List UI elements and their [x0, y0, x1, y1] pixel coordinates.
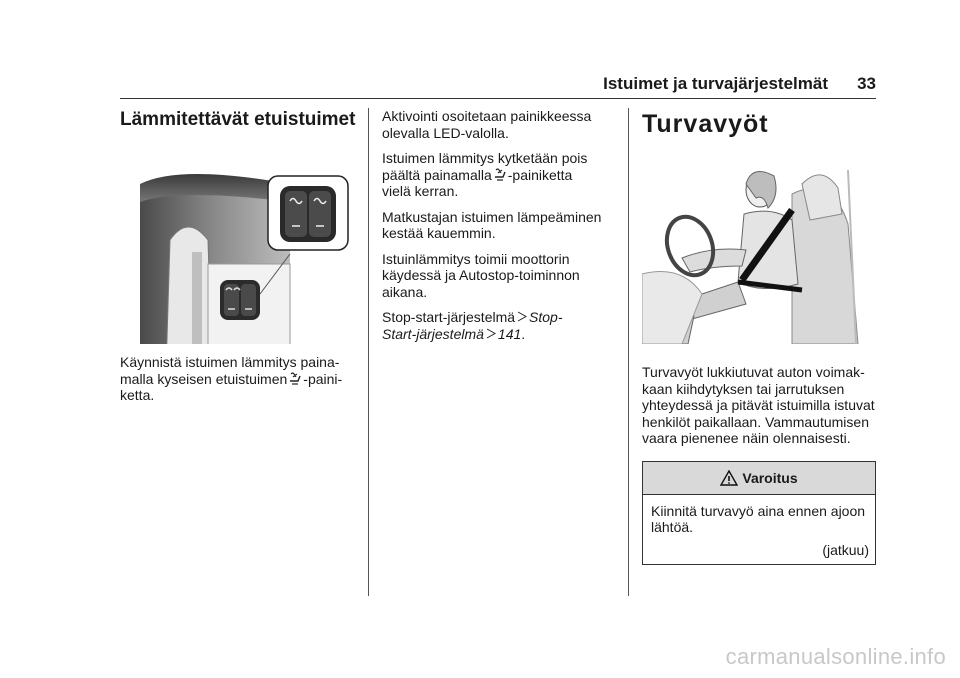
- column-1: [120, 108, 360, 413]
- col1-text-a: Käynnistä istuimen lämmitys paina-: [120, 354, 340, 370]
- col2-p2-b: päältä painamalla: [382, 166, 492, 183]
- xref-stop-start-link-cont[interactable]: Start-järjestelmä: [382, 325, 484, 342]
- col1-text-d: ketta.: [120, 387, 155, 403]
- col2-paragraph-4: Istuinlämmitys toimii moottorin käydessä ja Autostop-toiminnon aikana.: [382, 250, 580, 300]
- col2-paragraph-5: [382, 309, 610, 342]
- column-2: [382, 108, 610, 351]
- col2-p2-d: vielä kerran.: [382, 183, 459, 199]
- col3-paragraph-1: Turvavyöt lukkiutuvat auton voimakkaan kiihdytyksen tai jarrutuksen yhteydessä ja pitävät istuimilla istuvat henkilöt paikallaan. Vammautumisen vaara pienenee näin olennaisesti.: [642, 364, 875, 446]
- column-divider-1: [368, 108, 369, 596]
- seat-heat-button-illustration: [120, 144, 360, 344]
- col2-paragraph-3: Matkustajan istuimen lämpeäminen kestää kauemmin.: [382, 208, 602, 241]
- header-title: Istuimet ja turvajärjestelmät: [603, 74, 828, 93]
- seat-heat-icon: [289, 372, 301, 386]
- col2-paragraph-1: Aktivointi osoitetaan painikkeessa olevalla LED-valolla.: [382, 108, 592, 141]
- col2-p2-a: Istuimen lämmitys kytketään pois: [382, 150, 588, 166]
- page-number: 33: [857, 74, 876, 93]
- col2-p5-a: Stop-start-järjestelmä: [382, 309, 516, 325]
- section-heading-seatbelts: Turvavyöt: [642, 110, 769, 138]
- header-rule: [120, 98, 876, 99]
- col1-text-c: -paini-: [303, 370, 343, 387]
- seat-heat-icon: [494, 168, 506, 182]
- warning-title: Varoitus: [742, 469, 798, 486]
- warning-text: Kiinnitä turvavyö aina ennen ajoon lähtöä.: [651, 502, 866, 535]
- warning-body: [643, 495, 875, 565]
- warning-header: [643, 462, 875, 495]
- watermark: carmanualsonline.info: [725, 644, 946, 669]
- warning-triangle-icon: [720, 470, 738, 486]
- warning-box: [642, 461, 876, 566]
- col2-p2-c: -painiketta: [507, 166, 573, 183]
- seatbelt-driver-illustration: [642, 154, 878, 344]
- col2-paragraph-2: [382, 150, 610, 200]
- cross-reference-arrow-icon: [486, 328, 496, 339]
- xref-stop-start-link[interactable]: Stop-: [529, 309, 563, 325]
- col1-paragraph: [120, 354, 360, 404]
- page-header: [120, 70, 876, 96]
- section-heading-heated-seats: Lämmitettävät etuistuimet: [120, 109, 356, 130]
- continued-note: (jatkuu): [822, 541, 869, 558]
- column-3: [642, 108, 878, 565]
- column-divider-2: [628, 108, 629, 596]
- cross-reference-arrow-icon: [517, 311, 527, 322]
- col1-text-b: malla kyseisen etuistuimen: [120, 370, 288, 387]
- xref-page-number[interactable]: 141: [497, 325, 522, 342]
- col2-p5-period: .: [521, 325, 526, 342]
